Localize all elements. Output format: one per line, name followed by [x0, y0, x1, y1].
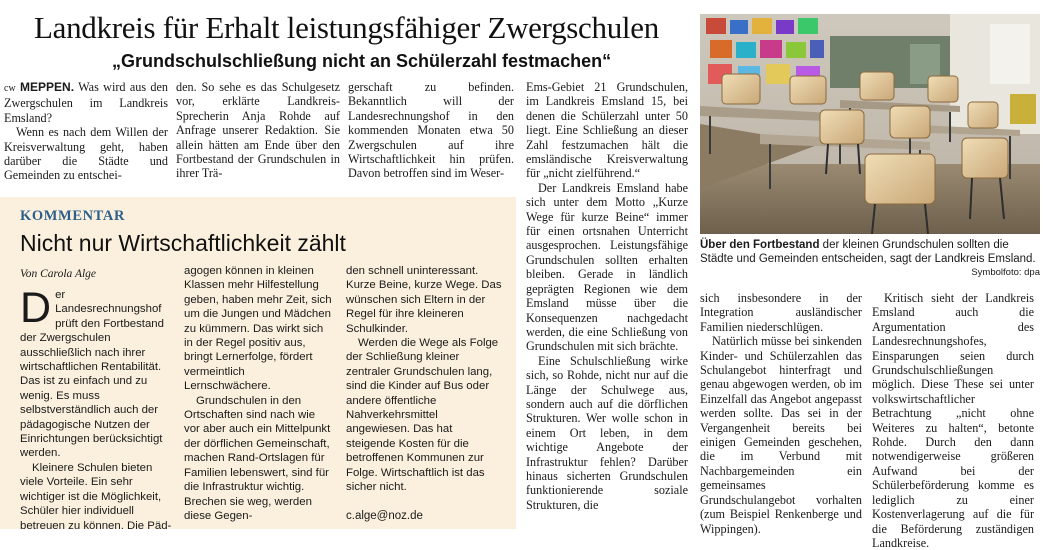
article-column-5 — [700, 291, 862, 536]
headline: Landkreis für Erhalt leistungsfähiger Zwergschulen — [34, 10, 659, 45]
photo-caption — [700, 238, 1040, 279]
comment-label: KOMMENTAR — [20, 208, 126, 224]
article-paragraph: den. So sehe es das Schulgesetz vor, erklärte Landkreis-Sprecherin Anja Rohde auf Anfrage unserer Redaktion. Sie allein hätten am Ende über den Fortbestand der Grundschulen in ihrer Trä- — [176, 80, 340, 181]
comment-paragraph: den schnell uninteressant. Kurze Beine, kurze Wege. Das wünschen sich Eltern in der Regel für ihre kleineren Schulkinder. — [346, 265, 502, 335]
article-column-2 — [176, 80, 340, 181]
article-paragraph: Was wird aus den Zwergschulen im Landkreis Emsland? — [4, 80, 169, 125]
author-abbr: cw — [4, 83, 16, 94]
article-paragraph: Der Landkreis Emsland habe sich unter dem Motto „Kurze Wege für kurze Beine“ immer für einen ortsnahen Unterricht ausgesprochen. Leistungsfähige Grundschulen sollten erhalten bleiben. Gerade in ländlich geprägten Regionen wie dem Emsland müsse über die Konsequenzen nachgedacht werden, die eine Schließung von Grundschulen mit sich brächte. — [526, 180, 688, 354]
article-column-6 — [872, 291, 1034, 550]
article-paragraph: Natürlich müsse bei sinkenden Kinder- und Schülerzahlen das Schulangebot hinterfragt und genau abgewogen werden, ob im Einzelfall das Angebot angepasst werden sollte. Das sei in der Vergangenheit bereits bei einigen Gemeinden geschehen, die im Verbund mit Nachbargemeinden ein gemeinsames Grundschulangebot vorhalten (zum Beispiel Renkenberge und Wippingen). — [700, 334, 862, 536]
article-paragraph: Eine Schulschließung wirke sich, so Rohde, nicht nur auf die Länge der Schulwege aus, sondern auch auf die dörflichen Strukturen. Wer wolle schon in einem Ort leben, in dem wichtige Angebote der Infrastruktur fehlen? Darüber hinaus sicherten Grundschulen funktionierende soziale Strukturen, die — [526, 353, 688, 512]
article-column-4 — [526, 80, 688, 512]
comment-paragraph: Kleinere Schulen bieten viele Vorteile. Ein sehr wichtiger ist die Möglichkeit, Schüler hier individuell betreuen zu können. Die Päd- — [20, 461, 172, 532]
comment-column-2 — [184, 264, 334, 523]
caption-text: der kleinen Grundschulen sollten die Städte und Gemeinden entscheiden, sagt der Landkreis Emsland. — [700, 239, 1036, 266]
article-paragraph: gerschaft zu befinden. Bekanntlich will der Landesrechnungshof in den kommenden Monaten etwa 50 Zwergschulen auf ihre Wirtschaftlichkeit hin prüfen. Davon betroffen sind im Weser- — [348, 80, 514, 181]
article-column-3 — [348, 80, 514, 181]
comment-column-3 — [346, 264, 504, 523]
subheadline: „Grundschulschließung nicht an Schülerzahl festmachen“ — [112, 51, 612, 71]
article-paragraph: Kritisch sieht der Landkreis Emsland auch die Argumentation des Landesrechnungshofes, Einsparungen seien durch Grundschulschließungen möglich. Diese These sei unter volkswirtschaftlicher Betrachtung „nicht ohne Weiteres zu halten“, betonte Rohde. Durch den dann notwendigerweise größeren Aufwand bei der Schülerbeförderung komme es lediglich zu einer Kostenverlagerung auf die für die Beförderung zuständigen Landkreise. — [872, 291, 1034, 550]
article-paragraph: Ems-Gebiet 21 Grundschulen, im Landkreis Emsland 15, bei denen die Schülerzahl unter 50 liegt. Eine Schließung an dieser Zahl festzumachen hält die emsländische Kreisverwaltung für „nicht zielführend.“ — [526, 80, 688, 181]
author-email: c.alge@noz.de — [346, 509, 423, 522]
comment-paragraph: er Landesrechnungshof prüft den Fortbestand der Zwergschulen ausschließlich nach ihrer wirtschaftlichen Rentabilität. Das ist zu einfach und zu wenig. Es muss selbstverständlich auch der pädagogische Nutzen der Einrichtungen berücksichtigt werden. — [20, 289, 164, 460]
caption-bold: Über den Fortbestand — [700, 239, 820, 251]
classroom-image — [700, 14, 1040, 234]
comment-paragraph: Grundschulen in den Ortschaften sind nach wie vor aber auch ein Mittelpunkt der dörflichen Gemeinschaft, machen Rand-Ortslagen für Familien lebenswert, sind für die Infrastruktur wichtig. Brechen sie weg, werden diese Gegen- — [184, 394, 331, 522]
classroom-photo — [700, 14, 1040, 234]
comment-column-1 — [20, 284, 174, 533]
photo-credit: Symbolfoto: dpa — [971, 266, 1040, 278]
drop-cap: D — [20, 284, 52, 332]
dateline: MEPPEN. — [20, 80, 75, 94]
comment-byline: Von Carola Alge — [20, 268, 97, 280]
comment-title: Nicht nur Wirtschaftlichkeit zählt — [20, 230, 346, 256]
comment-paragraph: Werden die Wege als Folge der Schließung kleiner zentraler Grundschulen lang, sind die Kinder auf Bus oder andere öffentliche Nahverkehrsmittel angewiesen. Das hat steigende Kosten für die betroffenen Kommunen zur Folge. Wirtschaftlich ist das sicher nicht. — [346, 337, 499, 494]
comment-paragraph: agogen können in kleinen Klassen mehr Hilfestellung geben, haben mehr Zeit, sich um die Jungen und Mädchen zu kümmern. Das wirkt sich in der Regel positiv aus, bringt Lernerfolge, fördert vermeintlich Lernschwächere. — [184, 265, 332, 393]
article-paragraph: Wenn es nach dem Willen der Kreisverwaltung geht, haben darüber die Städte und Gemeinden zu entschei- — [4, 125, 168, 183]
article-column-1 — [4, 80, 168, 183]
article-paragraph: sich insbesondere in der Integration ausländischer Familien niederschlügen. — [700, 291, 862, 334]
